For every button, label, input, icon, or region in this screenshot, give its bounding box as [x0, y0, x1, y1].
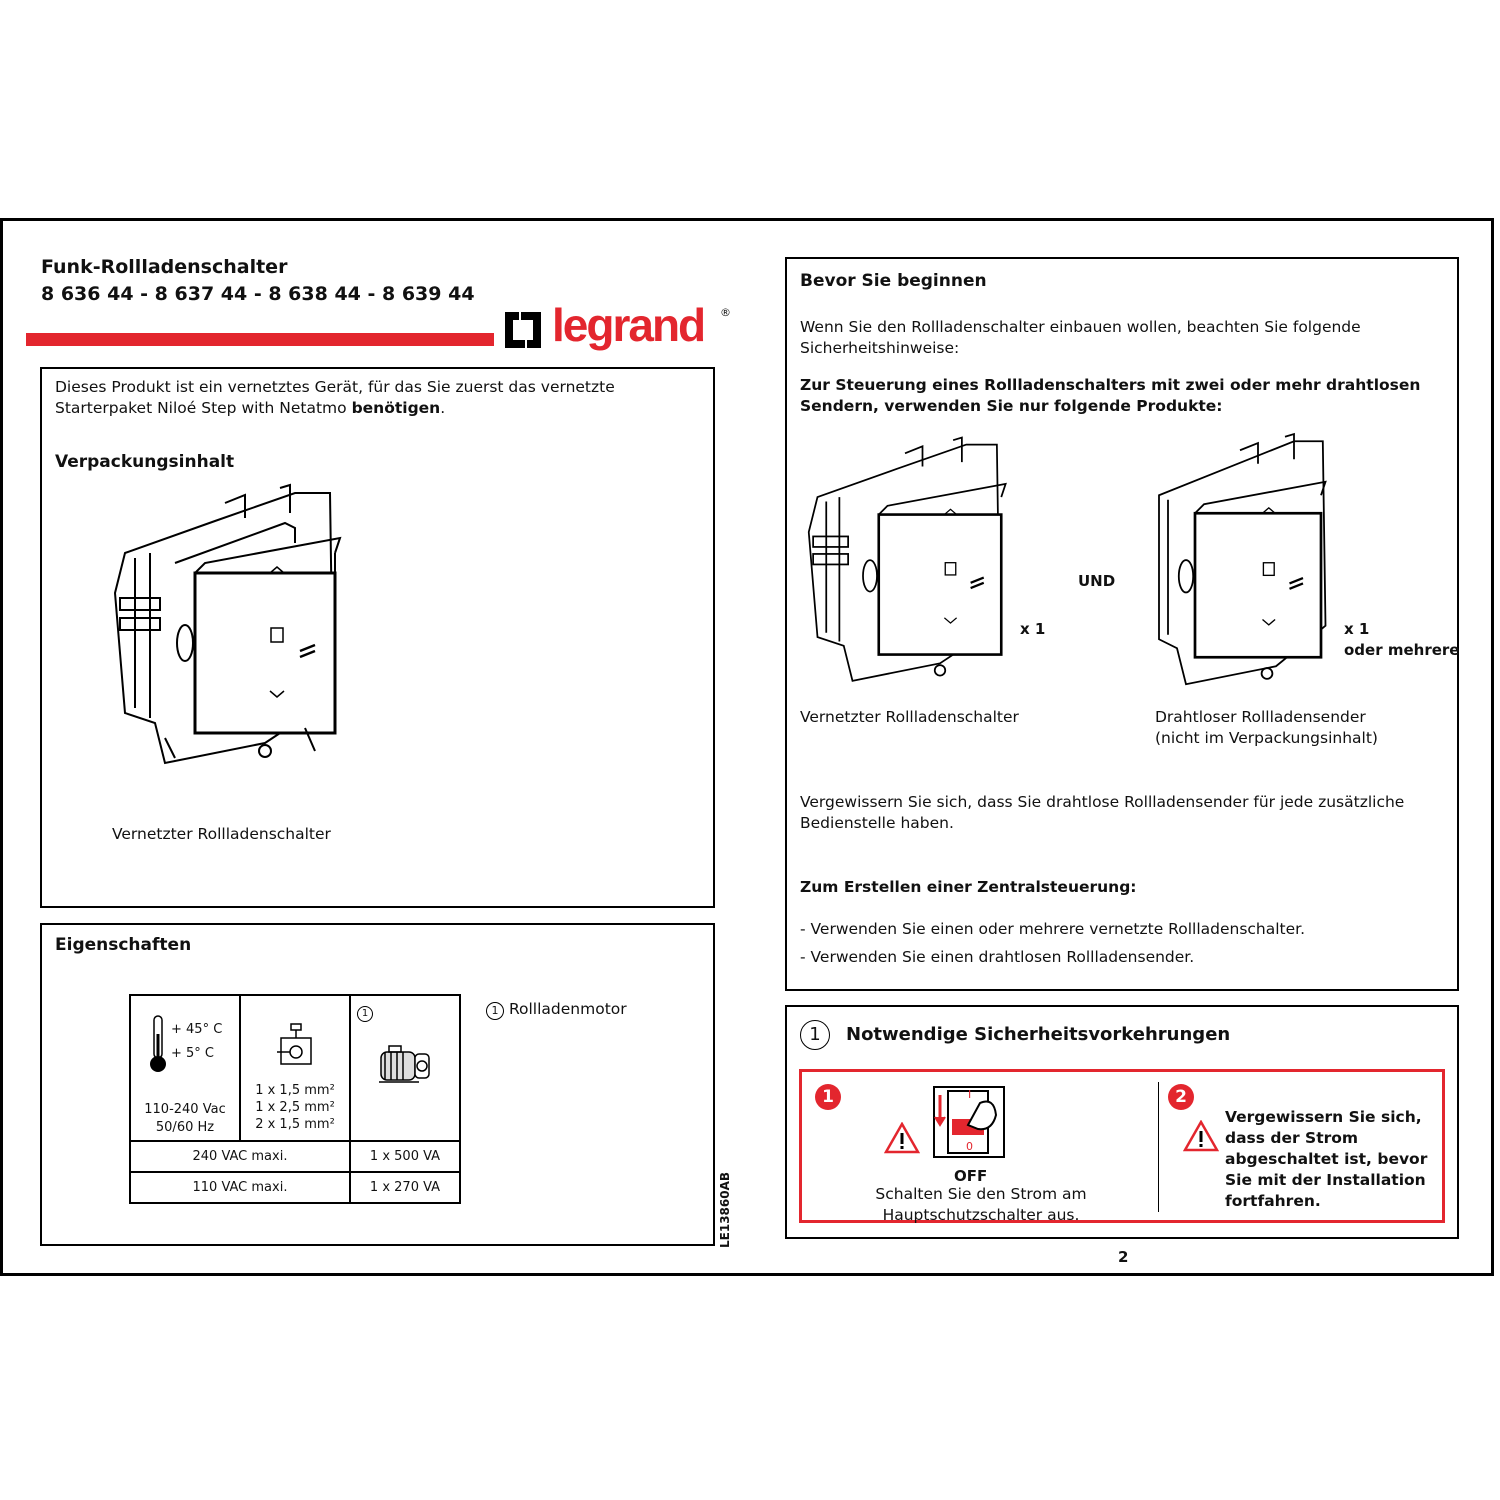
safety-step-2-badge: 2 [1168, 1084, 1194, 1110]
motor-cell [350, 995, 460, 1141]
safety-divider [1158, 1082, 1159, 1212]
rating-240-value: 1 x 500 VA [350, 1141, 460, 1172]
motor-icon [375, 1042, 435, 1092]
switch-on-mark: I [968, 1088, 972, 1101]
quantity-sender-more: oder mehrere [1344, 641, 1460, 659]
rating-110-value: 1 x 270 VA [350, 1172, 460, 1203]
rating-240-label: 240 VAC maxi. [130, 1141, 350, 1172]
package-heading: Verpackungsinhalt [55, 452, 235, 472]
intro-text: Dieses Produkt ist ein vernetztes Gerät, für das Sie zuerst das vernetzte Starterpaket Niloé Step with Netatmo benötigen. [55, 378, 615, 417]
wire-cell [240, 995, 350, 1141]
before-intro: Wenn Sie den Rollladenschalter einbauen wollen, beachten Sie folgende Sicherheitshinweise: [800, 318, 1361, 357]
frequency: 50/60 Hz [155, 1120, 215, 1135]
central-control-item-1: - Verwenden Sie einen oder mehrere vernetzte Rollladenschalter. [800, 920, 1306, 938]
before-additional-note: Vergewissern Sie sich, dass Sie drahtlose Rollladensender für jede zusätzliche Bedienstelle haben. [800, 793, 1405, 832]
shutter-switch-illustration [105, 483, 345, 768]
header-red-bar [26, 333, 494, 346]
terminal-screw-icon [277, 1022, 317, 1072]
caption-connected-switch: Vernetzter Rollladenschalter [800, 708, 1019, 726]
specifications-table [129, 994, 461, 1204]
product-references: 8 636 44 - 8 637 44 - 8 638 44 - 8 639 44 [41, 283, 475, 305]
central-control-heading: Zum Erstellen einer Zentralsteuerung: [800, 878, 1137, 896]
before-heading: Bevor Sie beginnen [800, 271, 987, 291]
quantity-switch: x 1 [1020, 620, 1046, 638]
motor-legend: 1 Rollladenmotor [486, 999, 627, 1020]
before-requirement: Zur Steuerung eines Rollladenschalters mit zwei oder mehr drahtlosen Sendern, verwenden Sie nur folgende Produkte: [800, 376, 1421, 415]
package-caption: Vernetzter Rollladenschalter [112, 825, 331, 843]
motor-marker: 1 [357, 1006, 373, 1022]
off-label: OFF [954, 1167, 988, 1185]
thermometer-icon [147, 1014, 169, 1078]
voltage: 110-240 Vac [144, 1102, 226, 1117]
warning-icon-2 [1183, 1120, 1219, 1156]
caption-wireless-sender: Drahtloser Rollladensender [1155, 708, 1366, 726]
temp-low: + 5° C [171, 1046, 215, 1061]
legrand-wordmark: legrand [552, 299, 705, 351]
warning-icon [884, 1122, 920, 1158]
safety-heading: Notwendige Sicherheitsvorkehrungen [846, 1024, 1231, 1045]
wire-spec-3: 2 x 1,5 mm² [255, 1117, 335, 1132]
document-code: LE13860AB [718, 1171, 732, 1248]
temp-high: + 45° C [171, 1022, 223, 1037]
wire-spec-2: 1 x 2,5 mm² [255, 1100, 335, 1115]
wireless-sender-illustration [1150, 428, 1330, 693]
connected-switch-illustration [800, 428, 1010, 693]
safety-step-number: 1 [800, 1020, 830, 1050]
document-title: Funk-Rollladenschalter [41, 256, 288, 278]
caption-wireless-sender-note: (nicht im Verpackungsinhalt) [1155, 729, 1378, 747]
safety-step-2-text: Vergewissern Sie sich, dass der Strom abgeschaltet ist, bevor Sie mit der Installation fortfahren. [1225, 1108, 1428, 1210]
safety-step-1-text: Schalten Sie den Strom am Hauptschutzschalter aus. [875, 1185, 1087, 1224]
registered-mark: ® [720, 306, 731, 319]
properties-heading: Eigenschaften [55, 935, 192, 955]
central-control-item-2: - Verwenden Sie einen drahtlosen Rollladensender. [800, 948, 1195, 966]
wire-spec-1: 1 x 1,5 mm² [255, 1083, 335, 1098]
quantity-sender: x 1 [1344, 620, 1370, 638]
and-label: UND [1078, 572, 1116, 590]
safety-step-1-badge: 1 [815, 1084, 841, 1110]
page-number: 2 [1118, 1248, 1129, 1266]
switch-off-mark: 0 [966, 1140, 973, 1153]
temperature-cell [130, 995, 240, 1141]
rating-110-label: 110 VAC maxi. [130, 1172, 350, 1203]
legrand-logo-icon [503, 310, 543, 350]
